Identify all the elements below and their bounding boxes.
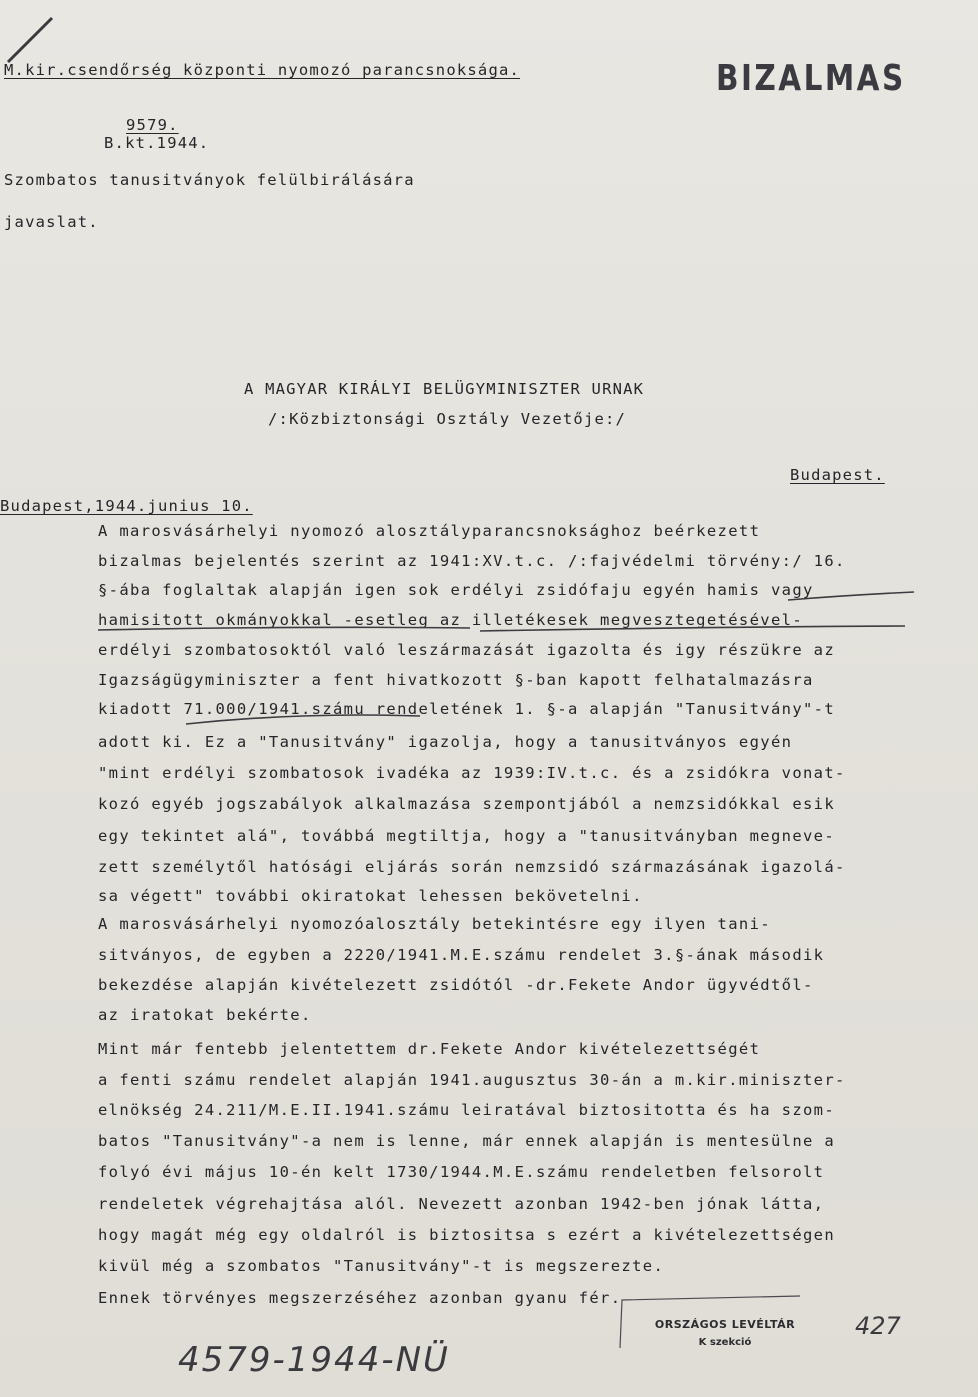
- body-line: kiadott 71.000/1941.számu rendeletének 1. §-a alapján "Tanusitvány"-t: [98, 700, 836, 718]
- body-line: a fenti számu rendelet alapján 1941.augusztus 30-án a m.kir.miniszter-: [98, 1071, 846, 1089]
- folio-number: 427: [855, 1312, 901, 1340]
- subject-line-1: Szombatos tanusitványok felülbirálására: [4, 171, 415, 189]
- archive-stamp: [650, 1318, 800, 1348]
- subject-line-2: javaslat.: [4, 213, 99, 231]
- body-line: rendeletek végrehajtása alól. Nevezett azonban 1942-ben jónak látta,: [98, 1195, 825, 1213]
- reference-number: 9579.: [126, 116, 179, 134]
- body-line: Ennek törvényes megszerzéséhez azonban gyanu fér.: [98, 1289, 622, 1307]
- archive-stamp-section: K szekció: [698, 1337, 752, 1348]
- body-line: az iratokat bekérte.: [98, 1006, 312, 1024]
- body-line: §-ába foglaltak alapján igen sok erdélyi zsidófaju egyén hamis vagy: [98, 581, 814, 599]
- body-line: hamisitott okmányokkal -esetleg az illetékesek megvesztegetésével-: [98, 611, 803, 629]
- handwritten-reference: 4579-1944-NÜ: [178, 1340, 450, 1380]
- body-line: hogy magát még egy oldalról is biztositsa s ezért a kivételezettségen: [98, 1226, 836, 1244]
- place-and-date: Budapest,1944.junius 10.: [0, 497, 253, 515]
- body-line: folyó évi május 10-én kelt 1730/1944.M.E.számu rendeletben felsorolt: [98, 1163, 825, 1181]
- body-line: "mint erdélyi szombatosok ivadéka az 1939:IV.t.c. és a zsidókra vonat-: [98, 764, 846, 782]
- corner-fold-mark: [0, 0, 80, 70]
- body-line: sa végett" további okiratokat lehessen bekövetelni.: [98, 887, 643, 905]
- body-line: kivül még a szombatos "Tanusitvány"-t is megszerezte.: [98, 1257, 665, 1275]
- body-line: kozó egyéb jogszabályok alkalmazása szempontjából a nemzsidókkal esik: [98, 795, 836, 813]
- body-line: bekezdése alapján kivételezett zsidótól -dr.Fekete Andor ügyvédtől-: [98, 976, 814, 994]
- body-line: A marosvásárhelyi nyomozóalosztály betekintésre egy ilyen tani-: [98, 915, 771, 933]
- archive-stamp-name: ORSZÁGOS LEVÉLTÁR: [654, 1318, 796, 1331]
- body-line: adott ki. Ez a "Tanusitvány" igazolja, hogy a tanusitványos egyén: [98, 733, 793, 751]
- body-line: egy tekintet alá", továbbá megtiltja, hogy a "tanusitványban megneve-: [98, 827, 836, 845]
- recipient-city: Budapest.: [790, 466, 885, 484]
- body-line: erdélyi szombatosoktól való leszármazását igazolta és igy részükre az: [98, 641, 836, 659]
- recipient-department: /:Közbiztonsági Osztály Vezetője:/: [268, 410, 627, 428]
- body-line: batos "Tanusitvány"-a nem is lenne, már ennek alapján is mentesülne a: [98, 1132, 836, 1150]
- classification-stamp: BIZALMAS: [716, 58, 906, 99]
- body-line: A marosvásárhelyi nyomozó alosztályparancsnoksághoz beérkezett: [98, 522, 761, 540]
- body-line: Igazságügyminiszter a fent hivatkozott §-ban kapott felhatalmazásra: [98, 671, 814, 689]
- reference-series: B.kt.1944.: [104, 134, 210, 152]
- body-line: elnökség 24.211/M.E.II.1941.számu leiratával biztositotta és ha szom-: [98, 1101, 836, 1119]
- body-line: bizalmas bejelentés szerint az 1941:XV.t.c. /:fajvédelmi törvény:/ 16.: [98, 552, 846, 570]
- body-line: zett személytől hatósági eljárás során nemzsidó származásának igazolá-: [98, 858, 846, 876]
- body-line: sitványos, de egyben a 2220/1941.M.E.számu rendelet 3.§-ának második: [98, 946, 825, 964]
- issuing-authority: M.kir.csendőrség központi nyomozó parancsnoksága.: [4, 61, 521, 79]
- recipient-title: A MAGYAR KIRÁLYI BELÜGYMINISZTER URNAK: [244, 380, 645, 398]
- body-line: Mint már fentebb jelentettem dr.Fekete Andor kivételezettségét: [98, 1040, 761, 1058]
